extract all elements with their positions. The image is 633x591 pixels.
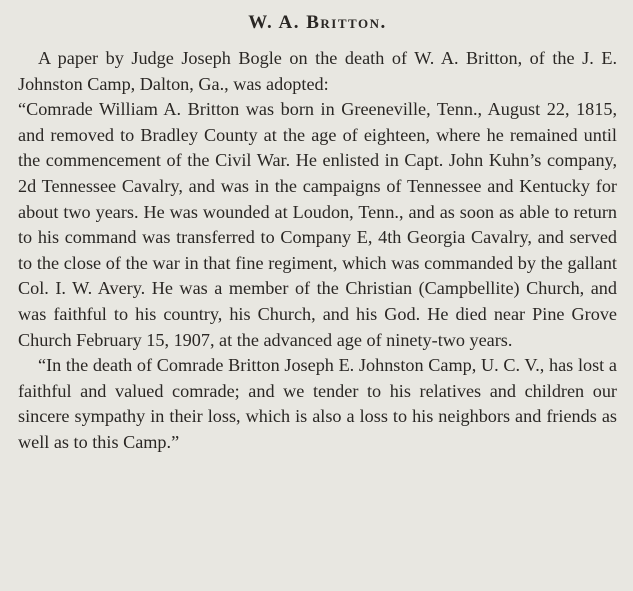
resolution-paragraph: “In the death of Comrade Britton Joseph E. Johnston Camp, U. C. V., has lost a faithful and valued comrade; and we tender to his relatives and children our sincere sympathy in their loss, which is also a loss to his neighbors and friends as well as to this Camp.” [18,355,617,452]
obituary-paragraph: “Comrade William A. Britton was born in Greeneville, Tenn., August 22, 1815, and removed to Bradley County at the age of eighteen, where he remained until the commencement of the Civil War. He enlisted in Capt. John Kuhn’s company, 2d Tennessee Cavalry, and was in the campaigns of Tennessee and Kentucky for about two years. He was wounded at Loudon, Tenn., and as soon as able to return to his command was transferred to Company E, 4th Georgia Cavalry, and served to the close of the war in that fine regiment, which was commanded by the gallant Col. I. W. Avery. He was a member of the Christian (Campbellite) Church, and was faithful to his country, his Church, and his God. He died near Pine Grove Church February 15, 1907, at the advanced age of ninety-two years. [18,99,617,350]
intro-paragraph: A paper by Judge Joseph Bogle on the death of W. A. Britton, of the J. E. Johnston Camp, Dalton, Ga., was adopted: [18,48,617,94]
article-title: W. A. Britton. [248,12,387,33]
